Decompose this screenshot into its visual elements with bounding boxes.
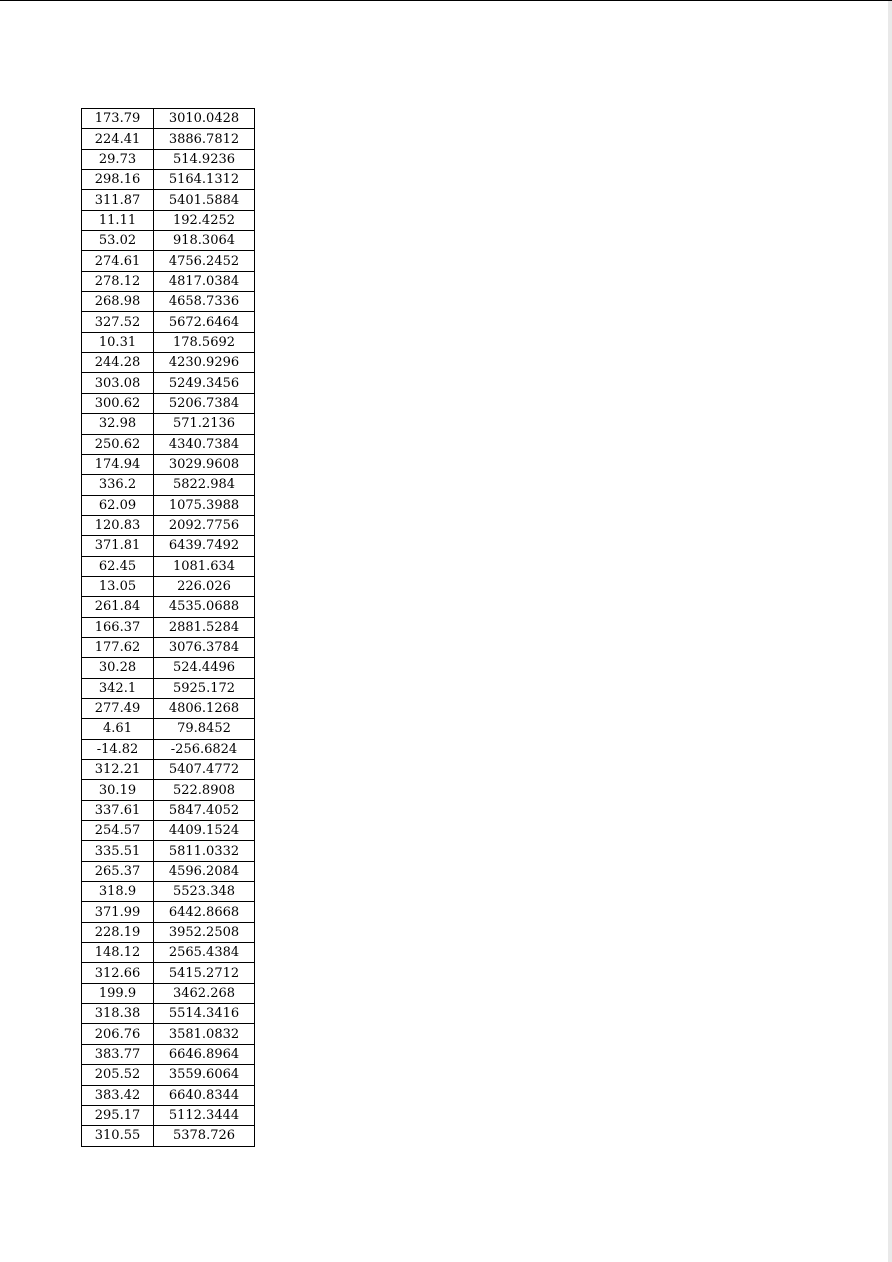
- table-row: [82, 475, 255, 495]
- table-row: [82, 210, 255, 230]
- table-cell-product: 4535.0688: [154, 597, 255, 617]
- table-cell-product: 5112.3444: [154, 1105, 255, 1125]
- table-cell-product: 79.8452: [154, 719, 255, 739]
- table-row: [82, 963, 255, 983]
- table-cell-value: 29.73: [82, 149, 154, 169]
- table-cell-value: 30.28: [82, 658, 154, 678]
- table-row: [82, 698, 255, 718]
- table-cell-product: 3581.0832: [154, 1024, 255, 1044]
- table-cell-product: 6646.8964: [154, 1044, 255, 1064]
- table-cell-value: 148.12: [82, 943, 154, 963]
- table-cell-product: 3010.0428: [154, 109, 255, 129]
- table-cell-product: 5249.3456: [154, 373, 255, 393]
- table-cell-product: 178.5692: [154, 332, 255, 352]
- table-row: [82, 576, 255, 596]
- page-right-edge: [888, 1, 892, 1262]
- table-cell-value: 383.77: [82, 1044, 154, 1064]
- table-cell-product: 1075.3988: [154, 495, 255, 515]
- table-cell-value: 371.99: [82, 902, 154, 922]
- table-row: [82, 231, 255, 251]
- table-cell-value: 254.57: [82, 821, 154, 841]
- table-cell-product: 3559.6064: [154, 1065, 255, 1085]
- table-cell-product: 514.9236: [154, 149, 255, 169]
- table-cell-product: 6442.8668: [154, 902, 255, 922]
- table-cell-product: 5415.2712: [154, 963, 255, 983]
- table-row: [82, 902, 255, 922]
- table-row: [82, 434, 255, 454]
- table-cell-value: 318.38: [82, 1004, 154, 1024]
- table-cell-value: 120.83: [82, 515, 154, 535]
- data-table: [81, 108, 255, 1147]
- table-cell-product: 2881.5284: [154, 617, 255, 637]
- table-cell-product: -256.6824: [154, 739, 255, 759]
- table-cell-product: 3076.3784: [154, 637, 255, 657]
- table-row: [82, 251, 255, 271]
- table-cell-value: 174.94: [82, 454, 154, 474]
- table-cell-product: 5401.5884: [154, 190, 255, 210]
- table-row: [82, 515, 255, 535]
- table-cell-product: 524.4496: [154, 658, 255, 678]
- table-cell-value: 303.08: [82, 373, 154, 393]
- table-cell-value: 295.17: [82, 1105, 154, 1125]
- table-cell-value: 371.81: [82, 536, 154, 556]
- table-row: [82, 1024, 255, 1044]
- table-cell-product: 192.4252: [154, 210, 255, 230]
- table-row: [82, 1065, 255, 1085]
- table-row: [82, 373, 255, 393]
- table-cell-product: 571.2136: [154, 414, 255, 434]
- table-row: [82, 190, 255, 210]
- table-cell-product: 4340.7384: [154, 434, 255, 454]
- table-cell-product: 5378.726: [154, 1126, 255, 1146]
- table-row: [82, 1105, 255, 1125]
- table-row: [82, 678, 255, 698]
- table-row: [82, 739, 255, 759]
- table-cell-value: 342.1: [82, 678, 154, 698]
- table-cell-product: 4817.0384: [154, 271, 255, 291]
- table-cell-product: 1081.634: [154, 556, 255, 576]
- table-cell-value: 4.61: [82, 719, 154, 739]
- table-row: [82, 109, 255, 129]
- table-cell-value: 311.87: [82, 190, 154, 210]
- table-cell-value: 268.98: [82, 292, 154, 312]
- table-body: [82, 109, 255, 1147]
- table-row: [82, 861, 255, 881]
- table-cell-product: 5847.4052: [154, 800, 255, 820]
- table-row: [82, 454, 255, 474]
- table-row: [82, 841, 255, 861]
- table-cell-product: 5407.4772: [154, 760, 255, 780]
- table-row: [82, 658, 255, 678]
- table-cell-product: 3462.268: [154, 983, 255, 1003]
- table-cell-product: 6439.7492: [154, 536, 255, 556]
- table-cell-value: 166.37: [82, 617, 154, 637]
- table-row: [82, 1004, 255, 1024]
- table-cell-product: 5811.0332: [154, 841, 255, 861]
- table-cell-value: 265.37: [82, 861, 154, 881]
- table-cell-value: 300.62: [82, 393, 154, 413]
- table-cell-value: 10.31: [82, 332, 154, 352]
- table-row: [82, 292, 255, 312]
- table-row: [82, 353, 255, 373]
- table-cell-value: 177.62: [82, 637, 154, 657]
- table-cell-product: 5206.7384: [154, 393, 255, 413]
- table-cell-value: 62.45: [82, 556, 154, 576]
- table-cell-product: 4806.1268: [154, 698, 255, 718]
- table-cell-product: 5672.6464: [154, 312, 255, 332]
- table-row: [82, 780, 255, 800]
- table-row: [82, 271, 255, 291]
- table-cell-value: 298.16: [82, 170, 154, 190]
- table-cell-value: 336.2: [82, 475, 154, 495]
- table-row: [82, 495, 255, 515]
- table-cell-product: 4409.1524: [154, 821, 255, 841]
- table-cell-product: 4658.7336: [154, 292, 255, 312]
- table-row: [82, 170, 255, 190]
- table-cell-value: 173.79: [82, 109, 154, 129]
- table-row: [82, 393, 255, 413]
- table-row: [82, 536, 255, 556]
- table-cell-value: 224.41: [82, 129, 154, 149]
- table-row: [82, 983, 255, 1003]
- table-cell-value: 312.66: [82, 963, 154, 983]
- table-cell-value: 312.21: [82, 760, 154, 780]
- table-row: [82, 312, 255, 332]
- table-cell-value: 11.11: [82, 210, 154, 230]
- table-cell-product: 4230.9296: [154, 353, 255, 373]
- table-cell-product: 3029.9608: [154, 454, 255, 474]
- table-cell-value: 250.62: [82, 434, 154, 454]
- table-cell-value: 62.09: [82, 495, 154, 515]
- table-cell-product: 226.026: [154, 576, 255, 596]
- table-row: [82, 129, 255, 149]
- table-cell-product: 2565.4384: [154, 943, 255, 963]
- table-cell-value: 13.05: [82, 576, 154, 596]
- table-cell-value: 274.61: [82, 251, 154, 271]
- table-cell-product: 4756.2452: [154, 251, 255, 271]
- table-cell-value: 30.19: [82, 780, 154, 800]
- table-cell-value: 327.52: [82, 312, 154, 332]
- table-cell-value: -14.82: [82, 739, 154, 759]
- table-cell-value: 318.9: [82, 882, 154, 902]
- table-cell-value: 199.9: [82, 983, 154, 1003]
- table-cell-value: 335.51: [82, 841, 154, 861]
- table-row: [82, 882, 255, 902]
- table-row: [82, 556, 255, 576]
- page-top-border: [0, 0, 892, 1]
- table-cell-value: 205.52: [82, 1065, 154, 1085]
- table-cell-product: 4596.2084: [154, 861, 255, 881]
- table-row: [82, 617, 255, 637]
- table-cell-product: 3886.7812: [154, 129, 255, 149]
- table-row: [82, 637, 255, 657]
- table-row: [82, 597, 255, 617]
- table-cell-product: 5523.348: [154, 882, 255, 902]
- table-cell-product: 5514.3416: [154, 1004, 255, 1024]
- table-cell-value: 244.28: [82, 353, 154, 373]
- table-row: [82, 719, 255, 739]
- table-cell-value: 206.76: [82, 1024, 154, 1044]
- table-row: [82, 1044, 255, 1064]
- table-cell-value: 261.84: [82, 597, 154, 617]
- table-cell-value: 383.42: [82, 1085, 154, 1105]
- table-cell-product: 3952.2508: [154, 922, 255, 942]
- table-cell-value: 310.55: [82, 1126, 154, 1146]
- table-cell-product: 2092.7756: [154, 515, 255, 535]
- table-cell-value: 32.98: [82, 414, 154, 434]
- table-row: [82, 760, 255, 780]
- table-row: [82, 800, 255, 820]
- table-cell-value: 277.49: [82, 698, 154, 718]
- table-row: [82, 821, 255, 841]
- table-cell-value: 53.02: [82, 231, 154, 251]
- table-cell-value: 337.61: [82, 800, 154, 820]
- table-cell-product: 5925.172: [154, 678, 255, 698]
- table-cell-product: 918.3064: [154, 231, 255, 251]
- table-row: [82, 149, 255, 169]
- table-cell-value: 278.12: [82, 271, 154, 291]
- table-row: [82, 1085, 255, 1105]
- table-cell-product: 522.8908: [154, 780, 255, 800]
- table-row: [82, 332, 255, 352]
- table-cell-value: 228.19: [82, 922, 154, 942]
- table-cell-product: 6640.8344: [154, 1085, 255, 1105]
- table-cell-product: 5164.1312: [154, 170, 255, 190]
- table-row: [82, 1126, 255, 1146]
- table-row: [82, 943, 255, 963]
- table-row: [82, 414, 255, 434]
- table-cell-product: 5822.984: [154, 475, 255, 495]
- table-row: [82, 922, 255, 942]
